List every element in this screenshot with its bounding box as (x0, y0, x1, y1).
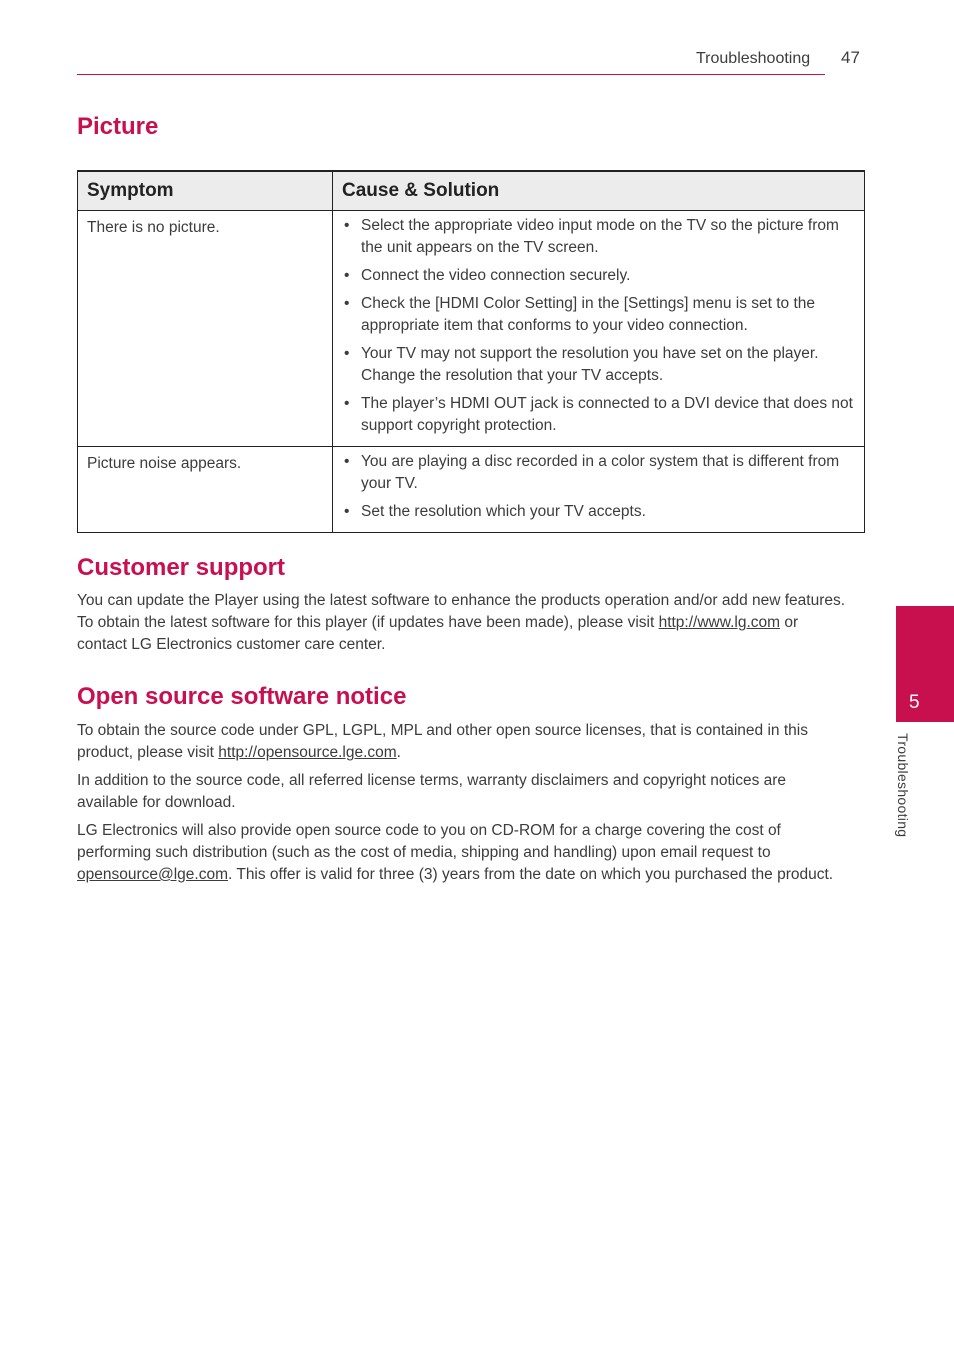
cause-text: You are playing a disc recorded in a color system that is different from your TV. (361, 453, 840, 492)
cause-text: Select the appropriate video input mode on the TV so the picture from the unit appears on the TV screen. (361, 217, 839, 256)
list-item (342, 501, 854, 523)
list-item (342, 293, 854, 337)
table-header-row (78, 171, 865, 211)
cause-text: Set the resolution which your TV accepts. (361, 503, 646, 520)
open-source-heading: Open source software notice (77, 683, 407, 710)
symptom-column-header: Symptom (78, 171, 333, 211)
open-source-paragraph: In addition to the source code, all referred license terms, warranty disclaimers and copyright notices are available for download. (77, 772, 787, 811)
paragraph-text: LG Electronics will also provide open source code to you on CD-ROM for a charge covering the cost of performing such distribution (such as the cost of media, shipping and handling) upon email request to (77, 822, 781, 861)
paragraph-text: . (396, 744, 401, 761)
symptom-cell: There is no picture. (78, 211, 333, 447)
paragraph-text: or contact LG Electronics customer care center. (77, 614, 799, 653)
cause-list (342, 451, 854, 523)
cause-list (342, 215, 854, 437)
open-source-paragraph (77, 820, 847, 886)
list-item (342, 393, 854, 437)
bullet-icon: • (344, 453, 350, 470)
bullet-icon: • (344, 395, 350, 412)
cause-text: Connect the video connection securely. (361, 267, 631, 284)
bullet-icon: • (344, 345, 350, 362)
troubleshooting-table (77, 170, 865, 533)
bullet-icon: • (344, 267, 350, 284)
cause-text: The player’s HDMI OUT jack is connected to a DVI device that does not support copyright protection. (361, 395, 853, 434)
picture-heading: Picture (77, 113, 159, 140)
symptom-cell: Picture noise appears. (78, 447, 333, 533)
list-item (342, 265, 854, 287)
cause-text: Check the [HDMI Color Setting] in the [Settings] menu is set to the appropriate item that conforms to your video connection. (361, 295, 816, 334)
opensource-website-link[interactable]: http://opensource.lge.com (218, 744, 397, 761)
running-header-title: Troubleshooting (696, 50, 811, 67)
list-item (342, 215, 854, 259)
bullet-icon: • (344, 217, 350, 234)
bullet-icon: • (344, 295, 350, 312)
list-item (342, 451, 854, 495)
table-row (78, 211, 865, 447)
chapter-label: Troubleshooting (895, 733, 911, 838)
cause-cell (333, 447, 865, 533)
paragraph-text: To obtain the source code under GPL, LGPL, MPL and other open source licenses, that is contained in this product, please visit (77, 722, 808, 761)
page-number: 47 (841, 48, 860, 67)
paragraph-text: You can update the Player using the latest software to enhance the products operation and/or add new features. To obtain the latest software for this player (if updates have been made), please visit (77, 592, 846, 631)
list-item (342, 343, 854, 387)
lg-website-link[interactable]: http://www.lg.com (658, 614, 781, 631)
customer-support-heading: Customer support (77, 554, 286, 581)
open-source-paragraph (77, 720, 847, 764)
header-divider (77, 74, 825, 75)
opensource-email-link[interactable]: opensource@lge.com (77, 866, 229, 883)
table-row (78, 447, 865, 533)
paragraph-text: . This offer is valid for three (3) years from the date on which you purchased the product. (228, 866, 834, 883)
cause-text: Your TV may not support the resolution you have set on the player. Change the resolution that your TV accepts. (361, 345, 819, 384)
cause-column-header: Cause & Solution (333, 171, 865, 211)
chapter-tab (896, 606, 954, 722)
chapter-number: 5 (909, 692, 920, 713)
customer-support-paragraph (77, 590, 847, 656)
bullet-icon: • (344, 503, 350, 520)
cause-cell (333, 211, 865, 447)
